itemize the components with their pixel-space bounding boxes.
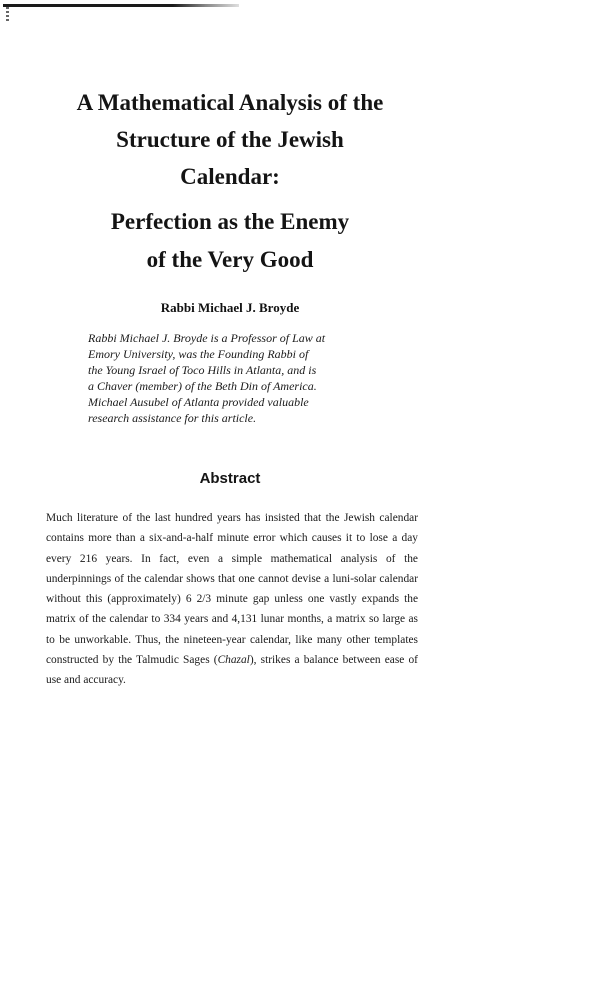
abstract-heading: Abstract bbox=[199, 470, 261, 487]
abstract-text: Much literature of the last hundred years has insisted that the Jewish calendar contains more than a six-and-a-half minute error which causes it to lose a day every 216 years. In fact, even a simple mathematical analysis of the underpinnings of the calendar shows that one cannot devise a luni-solar calendar without this (approximately) 6 2/3 minute gap unless one vastly expands the matrix of the calendar to 334 years and 4,131 lunar months, a matrix so large as to be unworkable. Thus, the nineteen-year calendar, like many other templates constructed by the Talmudic Sages ( bbox=[46, 512, 418, 667]
bio-line: Emory University, was the Founding Rabbi of bbox=[88, 347, 309, 361]
subtitle-line: of the Very Good bbox=[146, 247, 314, 272]
abstract-body bbox=[46, 508, 418, 691]
bio-line: research assistance for this article. bbox=[88, 411, 257, 425]
scan-edge-mark bbox=[3, 4, 239, 7]
author-name: Rabbi Michael J. Broyde bbox=[160, 300, 300, 315]
article-subtitle bbox=[30, 203, 430, 279]
bio-line: the Young Israel of Toco Hills in Atlanta, and is bbox=[88, 363, 317, 377]
bio-line: Rabbi Michael J. Broyde is a Professor of Law at bbox=[88, 331, 326, 345]
bio-line: Michael Ausubel of Atlanta provided valuable bbox=[88, 395, 309, 409]
article-title bbox=[30, 84, 430, 195]
abstract-term-chazal: Chazal bbox=[217, 654, 250, 667]
author-bio bbox=[88, 330, 398, 426]
scan-corner-artifact bbox=[6, 7, 9, 23]
title-line: Structure of the Jewish bbox=[116, 127, 344, 152]
bio-line: a Chaver (member) of the Beth Din of America. bbox=[88, 379, 317, 393]
title-line: Calendar: bbox=[180, 164, 280, 189]
abstract-text: ), strikes a balance between ease of use and accuracy. bbox=[46, 654, 418, 687]
subtitle-line: Perfection as the Enemy bbox=[110, 209, 350, 234]
title-line: A Mathematical Analysis of the bbox=[76, 90, 384, 115]
